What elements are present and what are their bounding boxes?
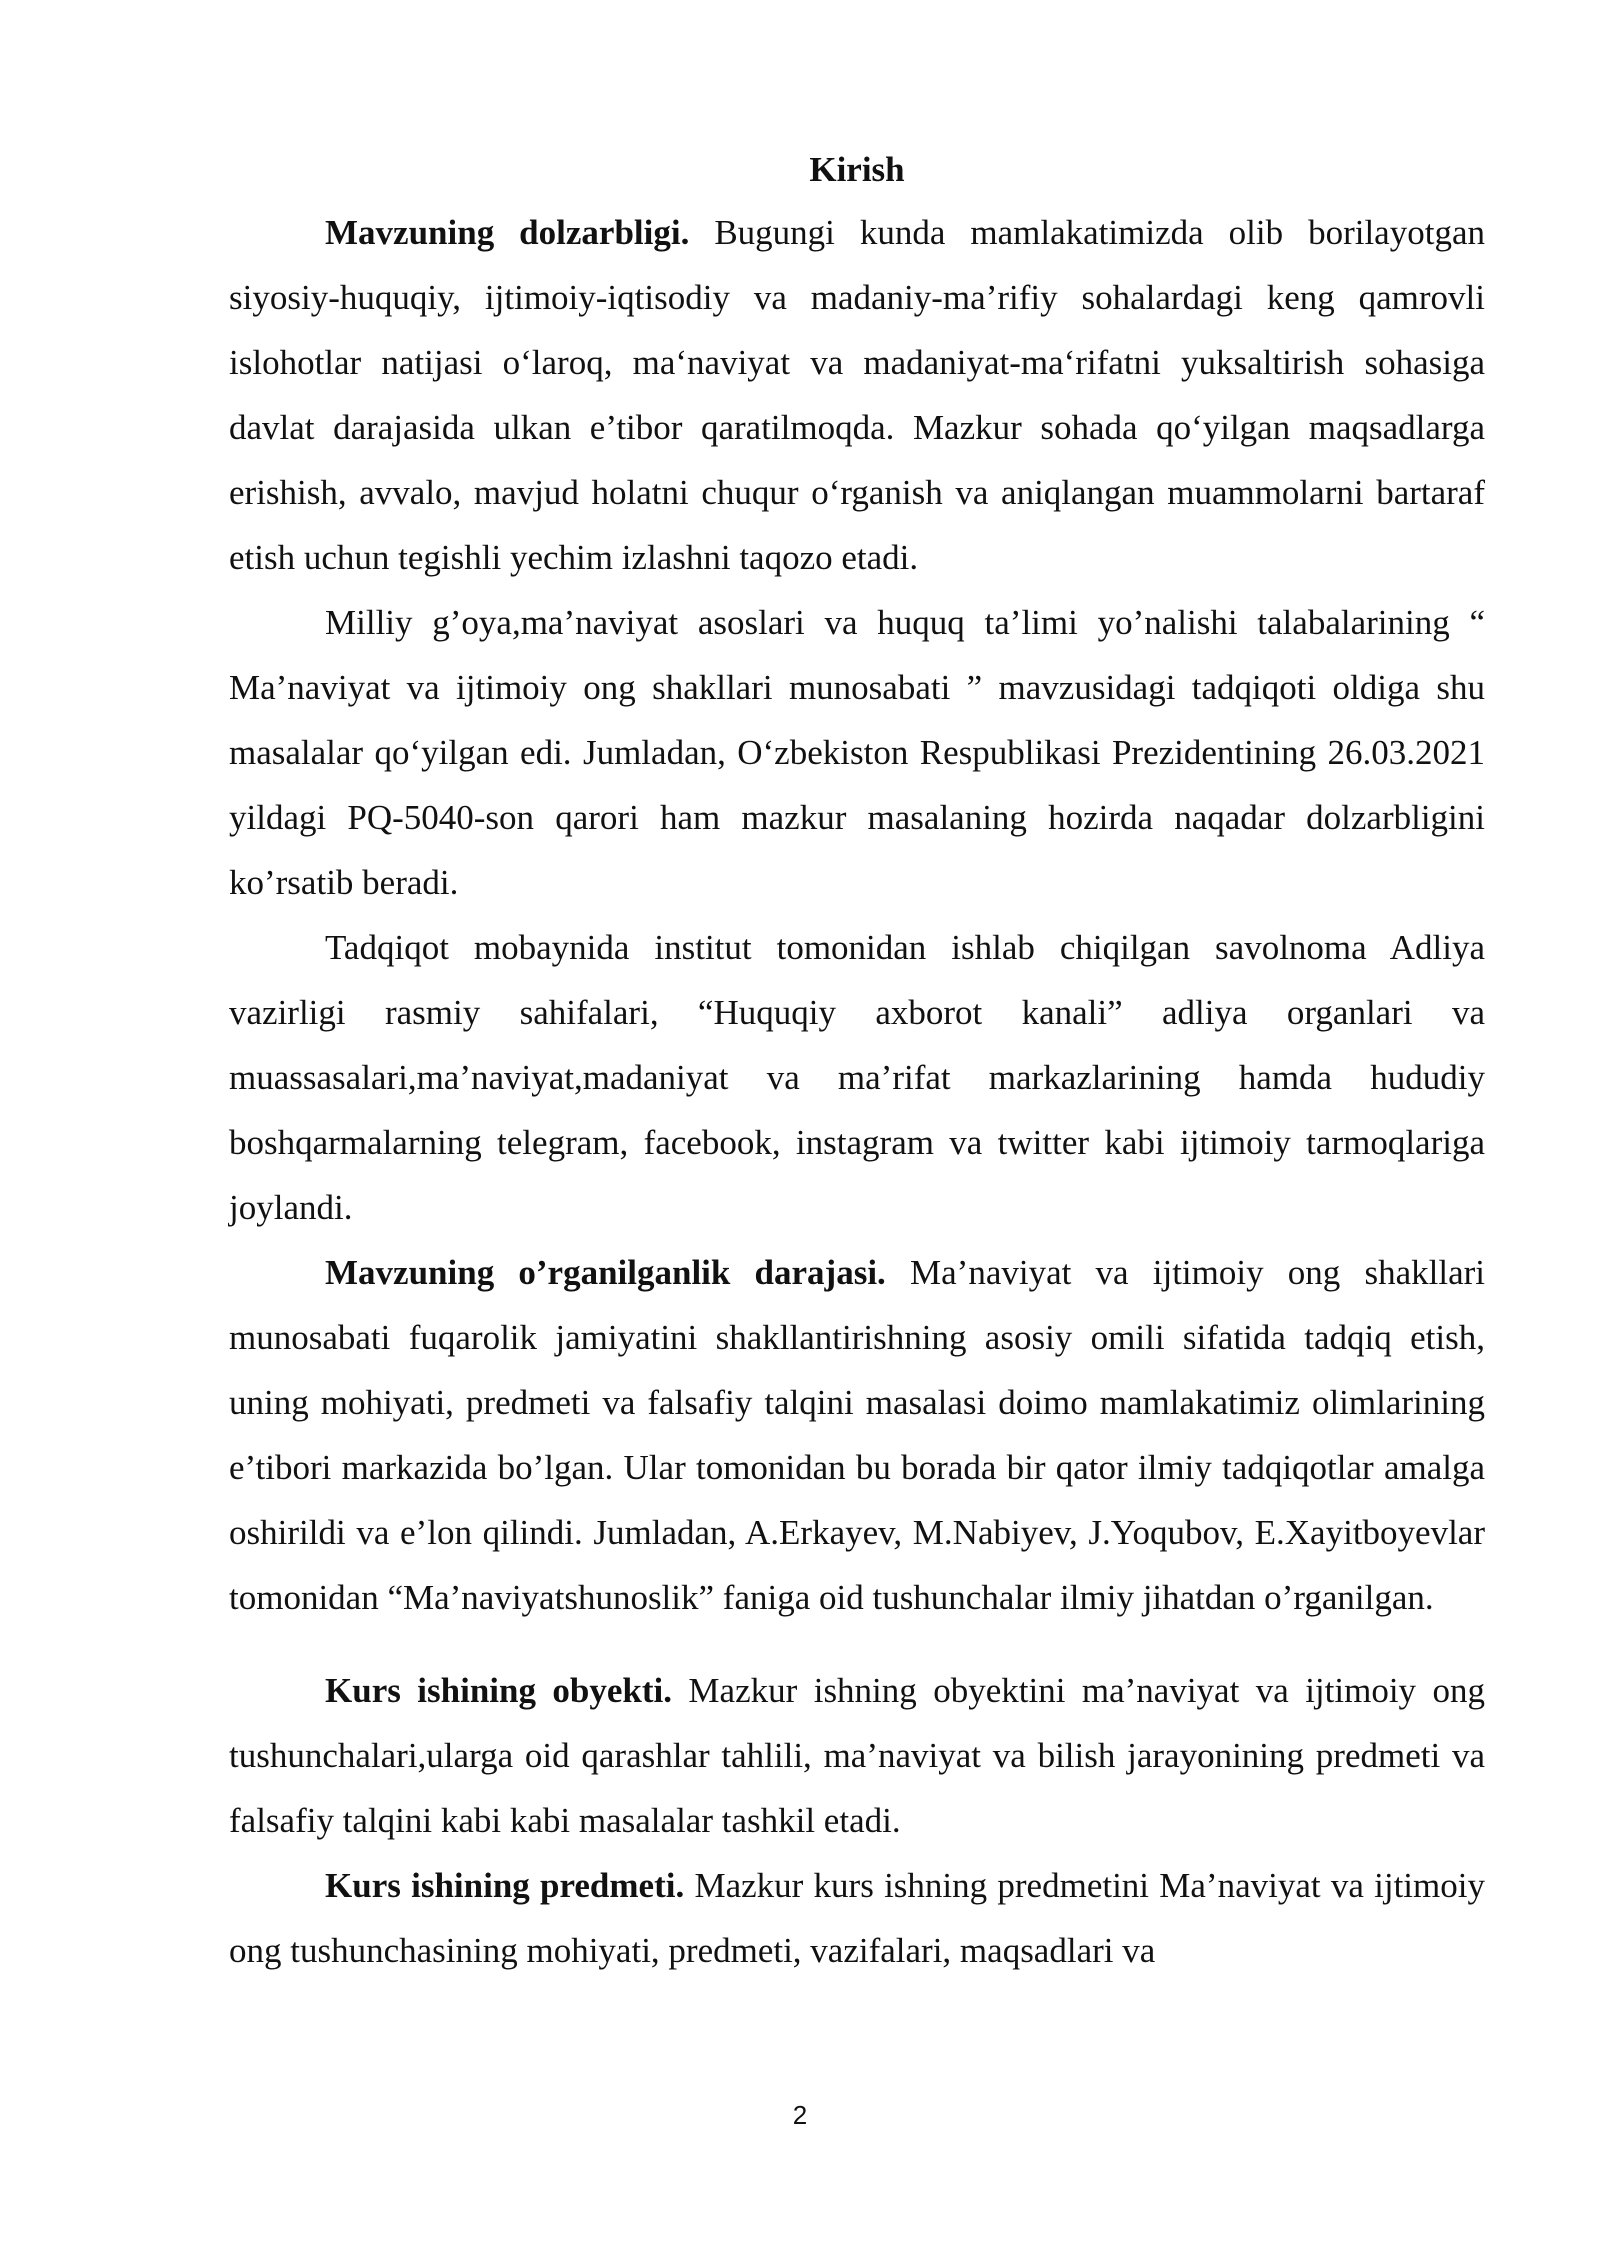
- paragraph-relevance: [229, 200, 1485, 590]
- page-title: Kirish: [809, 150, 905, 189]
- paragraph-text: Ma’naviyat va ijtimoiy ong shakllari munosabati fuqarolik jamiyatini shakllantirishning asosiy omili sifatida tadqiq etish, uning mohiyati, predmeti va falsafiy talqini masalasi doimo mamlakatimiz olimlarining e’tibori markazida bo’lgan. Ular tomonidan bu borada bir qator ilmiy tadqiqotlar amalga oshirildi va e’lon qilindi. Jumladan, A.Erkayev, M.Nabiyev, J.Yoqubov, E.Xayitboyevlar tomonidan “Ma’naviyatshunoslik” faniga oid tushunchalar ilmiy jihatdan o’rganilgan.: [229, 1253, 1485, 1617]
- page-number: 2: [792, 2100, 808, 2130]
- paragraph-heading: Mavzuning dolzarbligi.: [325, 213, 690, 252]
- paragraph-heading: Kurs ishining predmeti.: [325, 1866, 685, 1905]
- paragraph-text: Tadqiqot mobaynida institut tomonidan ishlab chiqilgan savolnoma Adliya vazirligi rasmiy sahifalari, “Huquqiy axborot kanali” adliya organlari va muassasalari,ma’naviyat,madaniyat va ma’rifat markazlarining hamda hududiy boshqarmalarning telegram, facebook, instagram va twitter kabi ijtimoiy tarmoqlariga joylandi.: [229, 928, 1485, 1227]
- paragraph-study-degree: [229, 1240, 1485, 1630]
- paragraph-spacer: [229, 1630, 1485, 1658]
- paragraph-research-task: [229, 590, 1485, 915]
- paragraph-heading: Kurs ishining obyekti.: [325, 1671, 672, 1710]
- paragraph-text: Mazkur ishning obyektini ma’naviyat va ijtimoiy ong tushunchalari,ularga oid qarashlar tahlili, ma’naviyat va bilish jarayonining predmeti va falsafiy talqini kabi kabi masalalar tashkil etadi.: [229, 1671, 1485, 1840]
- paragraph-subject: [229, 1853, 1485, 1983]
- paragraph-heading: Mavzuning o’rganilganlik darajasi.: [325, 1253, 886, 1292]
- paragraph-text: Bugungi kunda mamlakatimizda olib borilayotgan siyosiy-huquqiy, ijtimoiy-iqtisodiy va madaniy-ma’rifiy sohalardagi keng qamrovli islohotlar natijasi o‘laroq, ma‘naviyat va madaniyat-ma‘rifatni yuksaltirish sohasiga davlat darajasida ulkan e’tibor qaratilmoqda. Mazkur sohada qo‘yilgan maqsadlarga erishish, avvalo, mavjud holatni chuqur o‘rganish va aniqlangan muammolarni bartaraf etish uchun tegishli yechim izlashni taqozo etadi.: [229, 213, 1485, 577]
- paragraph-questionnaire: [229, 915, 1485, 1240]
- paragraph-text: Mazkur kurs ishning predmetini Ma’naviyat va ijtimoiy ong tushunchasining mohiyati, predmeti, vazifalari, maqsadlari va: [229, 1866, 1485, 1970]
- page-content: [229, 140, 1485, 1983]
- paragraph-text: Milliy g’oya,ma’naviyat asoslari va huquq ta’limi yo’nalishi talabalarining “ Ma’naviyat va ijtimoiy ong shakllari munosabati ” mavzusidagi tadqiqoti oldiga shu masalalar qo‘yilgan edi. Jumladan, O‘zbekiston Respublikasi Prezidentining 26.03.2021 yildagi PQ-5040-son qarori ham mazkur masalaning hozirda naqadar dolzarbligini ko’rsatib beradi.: [229, 603, 1485, 902]
- paragraph-object: [229, 1658, 1485, 1853]
